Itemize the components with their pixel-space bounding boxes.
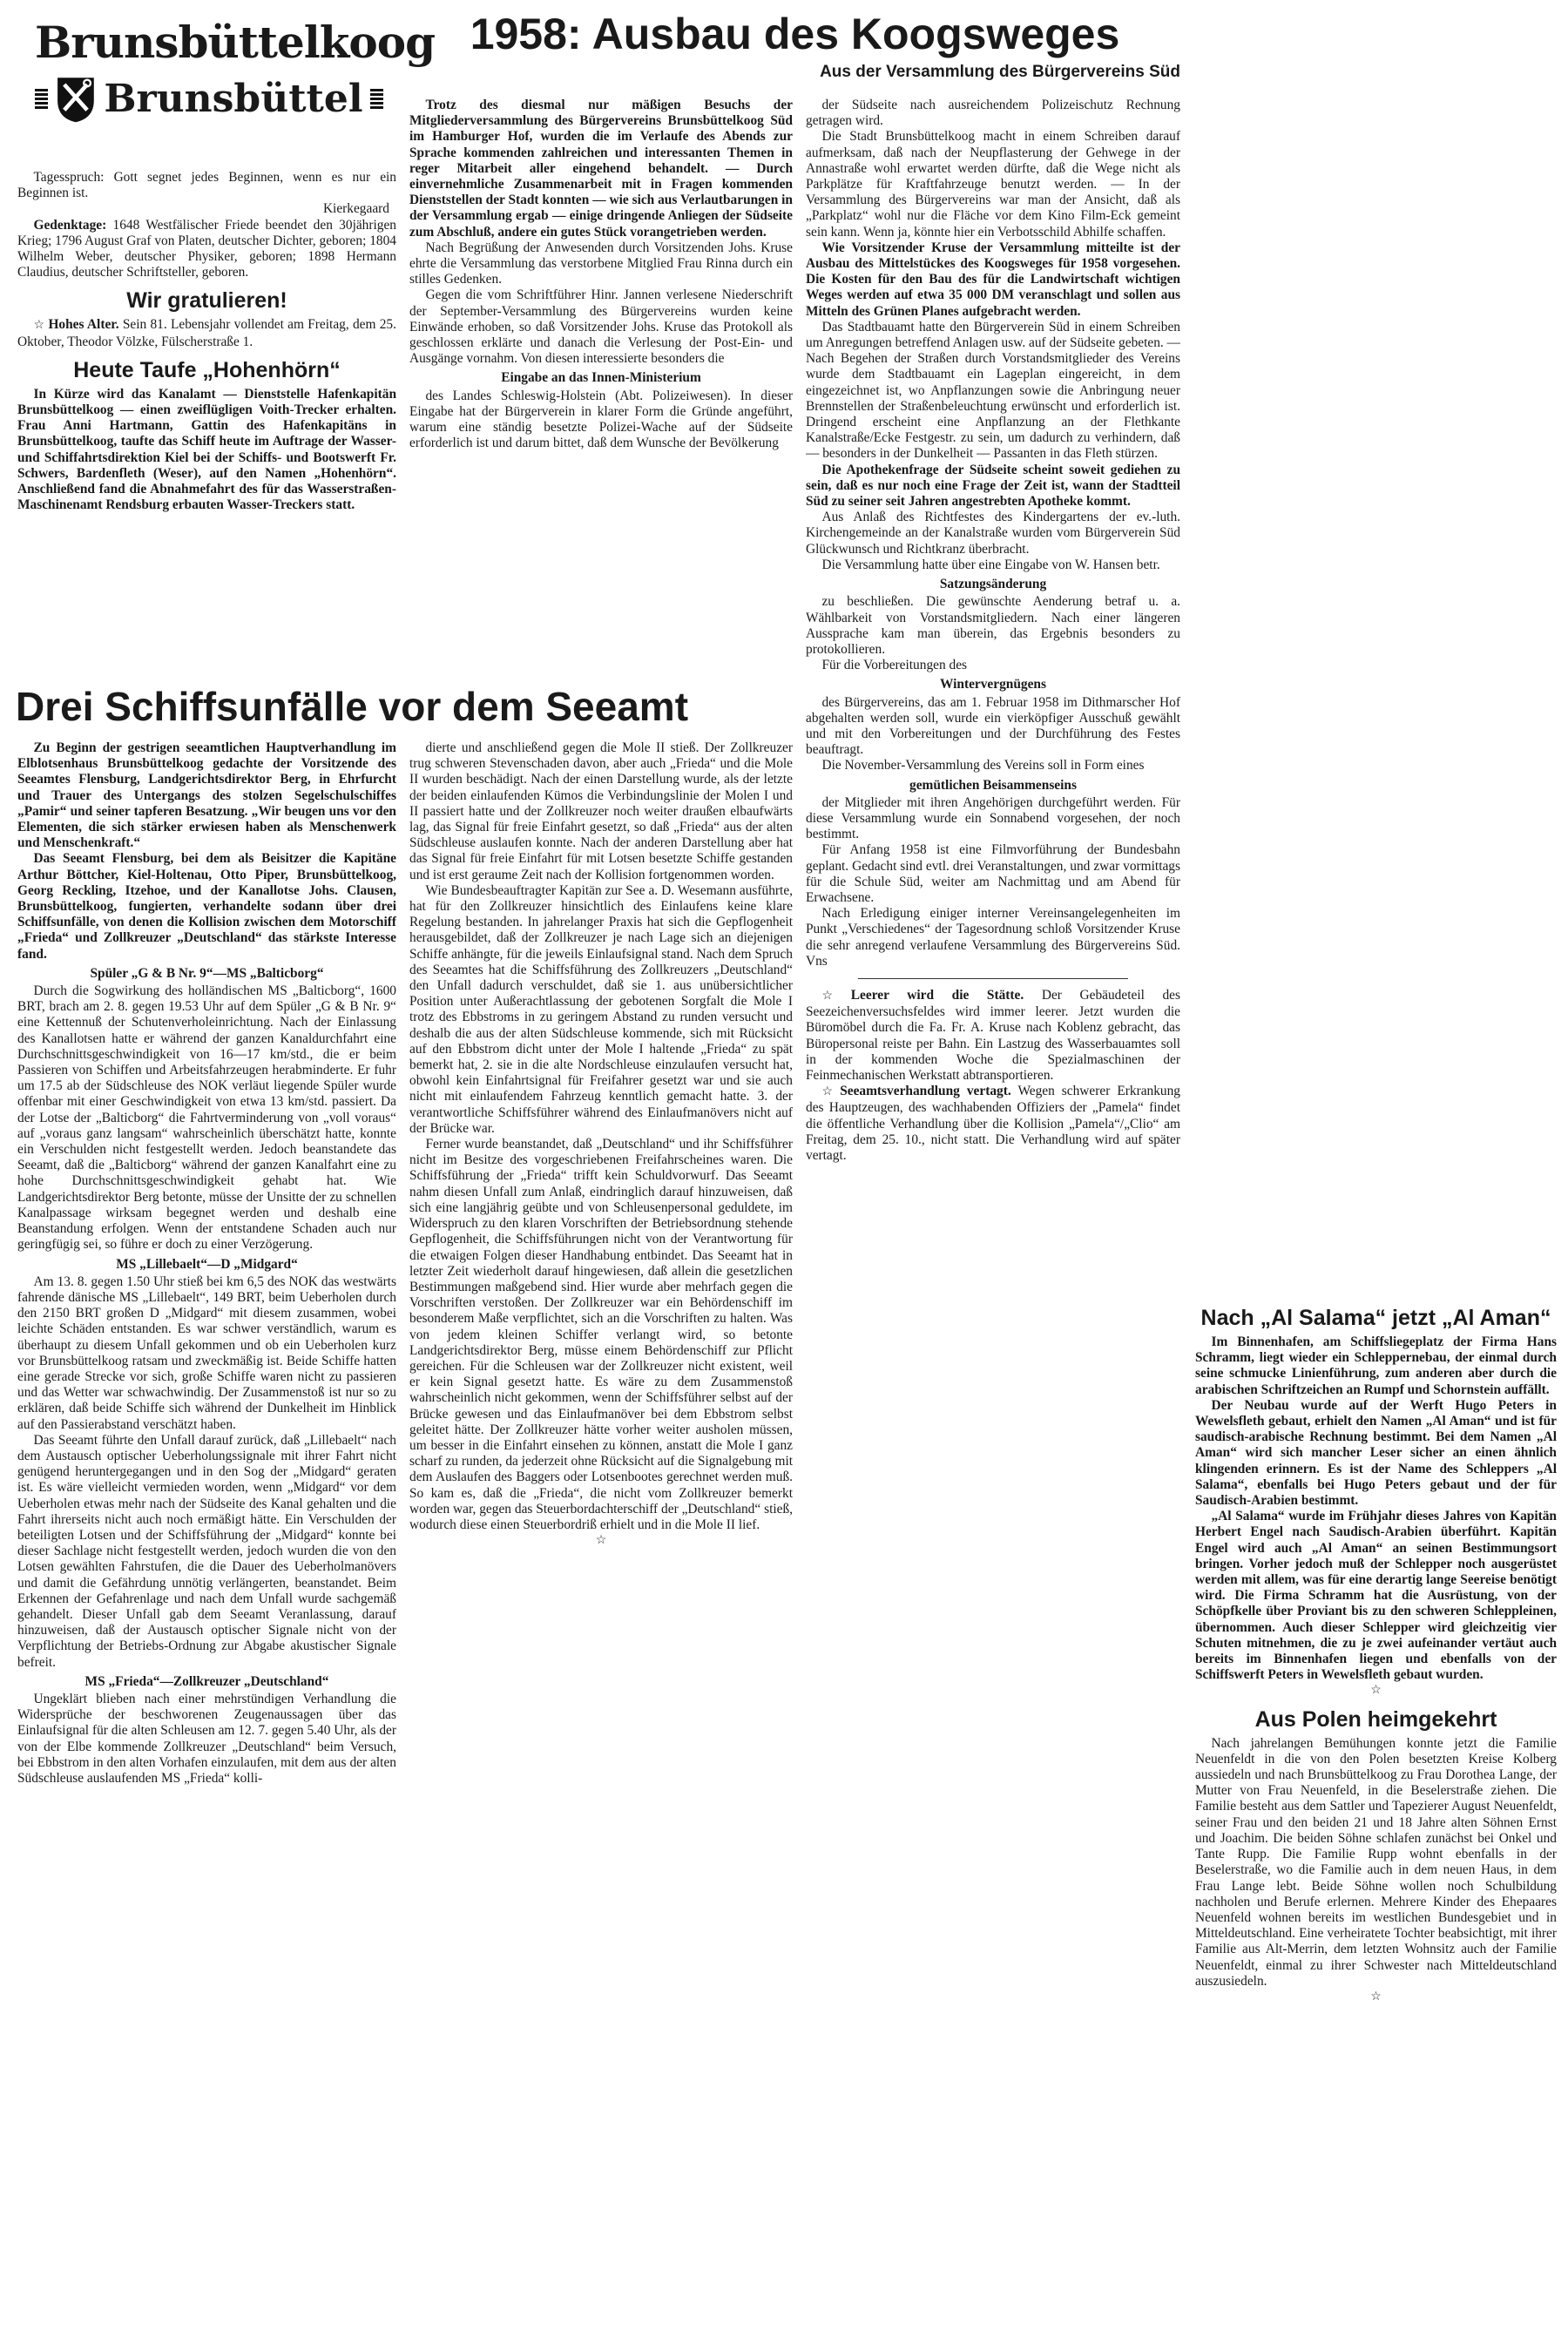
paragraph xyxy=(17,317,396,349)
paragraph: Ungeklärt blieben nach einer mehrstündigen Verhandlung die Widersprüche der beschworenen Zeugenaussagen über das Einlaufsignal für die alten Schleusen am 12. 7. gegen 5.40 Uhr, als der von der Elbe kommende Zollkreuzer „Deutschland“ beim Versuch, bei Ebbstrom in den alten Vorhafen einzulaufen, mit dem aus der alten Südschleuse auslaufenden MS „Frieda“ kolli- xyxy=(17,1691,396,1786)
column-1-top xyxy=(17,170,396,679)
section-subheading: MS „Lillebaelt“—D „Midgard“ xyxy=(116,1256,298,1272)
paragraph: In Kürze wird das Kanalamt — Dienststelle Hafenkapitän Brunsbüttelkoog — einen zweiflügligen Voith-Trecker erhalten. Frau Anni Hartmann, Gattin des Hafenkapitäns in Brunsbüttelkoog, taufte das Schiff heute im Auftrage der Wasser- und Schiffahrtsdirektion Kiel bei der Schiffs- und Bootswerft Fr. Schwers, Bardenfleth (Weser), auf den Namen „Hohenhörn“. Anschließend fand die Abnahmefahrt des für das Wasserstraßen-Maschinenamt Rendsburg erbauten Wasser-Treckers statt. xyxy=(17,386,396,513)
star-icon: ☆ xyxy=(821,989,848,1003)
paragraph: Die November-Versammlung des Vereins soll in Form eines xyxy=(821,758,1145,774)
paragraph: Durch die Sogwirkung des holländischen MS „Balticborg“, 1600 BRT, brach am 2. 8. gegen 19.53 Uhr auf dem Spüler „G & B Nr. 9“ eine Kettennuß der Schutenverholeinrichtung. Nach der Einlassung des Kanallotsen hatte er während der ganzen Kanaldurchfahrt eine Durchschnittsgeschwindigkeit von 16—17 km/std., die er beim Passieren von Schiffen und Arbeitsfahrzeugen herabminderte. Er fuhr um 17.5 ab der Südschleuse des NOK verläut liegende Spüler wurde offenbar mit einer Geschwindigkeit von etwa 13 km/std. passiert. Da der Lotse der „Balticborg“ die Fahrtverminderung von „voll voraus“ auf „voraus ganz langsam“ wahrscheinlich überschätzt hatte, konnte ein Verschulden nicht festgestellt werden. Jedoch beanstandete das Seeamt, daß die „Balticborg“ während der ganzen Kanalfahrt eine zu hohe Durchschnittsgeschwindigkeit gehabt hat. Wie Landgerichtsdirektor Berg betonte, müsse der Unsitte der zu schnellen Kanalpassage wirksam begegnet werden und deshalb eine Beanstandung erfolgen. Wenn der entstandene Schaden auch nur geringfügig sei, so führe er doch zu einer Verzögerung. xyxy=(17,983,396,1253)
paragraph-lead: Gedenktage: xyxy=(33,217,107,233)
end-star-icon: ☆ xyxy=(595,1534,607,1548)
paragraph: Der Neubau wurde auf der Werft Hugo Peters in Wewelsfleth gebaut, erhielt den Namen „Al Aman“ und ist für saudisch-arabische Rechnung bestimmt. Bei dem Namen „Al Aman“ wird sich mancher Leser sicher an einen ähnlich klingenden erinnern. Es ist der Name des Schleppers „Al Salama“, ebenfalls bei Hugo Peters gebaut und der für Saudisch-Arabien bestimmt. xyxy=(1195,1397,1557,1509)
headline-seeamt: Drei Schiffsunfälle vor dem Seeamt xyxy=(16,684,689,729)
paragraph: Die Apothekenfrage der Südseite scheint soweit gediehen zu sein, daß es nur noch eine Frage der Zeit ist, wann der Stadtteil Süd zu seiner seit Jahren angestrebten Apotheke kommt. xyxy=(806,462,1180,510)
star-icon: ☆ xyxy=(821,1085,837,1099)
paragraph xyxy=(806,988,1180,1084)
headline-koogsweg: 1958: Ausbau des Koogsweges xyxy=(470,10,1120,58)
paragraph: Trotz des diesmal nur mäßigen Besuchs der Mitgliederversammlung des Bürgervereins Brunsbüttelkoog Süd im Hamburger Hof, wurden die im Verlaufe des Abends zur Sprache kommenden zahlreichen und interessanten Themen in reger Mitarbeit aller eingehend behandelt. — Durch einvernehmliche Zusammenarbeit mit in Fragen kommenden Dienststellen der Stadt konnten — wie sich aus Verlautbarungen in der Versammlung ergab — einige dringende Anliegen der Südseite zum Abschluß, andere ein gutes Stück vorangetrieben werden. xyxy=(409,98,793,240)
end-star-icon: ☆ xyxy=(1370,1684,1382,1698)
column-4 xyxy=(1195,1298,1557,2134)
paragraph-text: Sein 81. Lebensjahr vollendet am Freitag, dem 25. Oktober, Theodor Völzke, Fülscherstraße 1. xyxy=(17,317,396,349)
masthead-city: Brunsbüttel xyxy=(104,77,363,121)
paragraph: Zu Beginn der gestrigen seeamtlichen Hauptverhandlung im Elblotsenhaus Brunsbüttelkoog gedachte der Vorsitzende des Seeamtes Flensburg, Landgerichtsdirektor Berg, in Ehrfurcht und Trauer des Untergangs des stolzen Segelschulschiffes „Pamir“ und seiner tapferen Besatzung. „Wir beugen uns vor den Elementen, die sich stärker erwiesen haben als Menschenwerk und Menschenkraft.“ xyxy=(17,740,396,851)
column-2-top xyxy=(409,98,793,681)
paragraph: Das Seeamt Flensburg, bei dem als Beisitzer die Kapitäne Arthur Böttcher, Kiel-Holtenau, Otto Piper, Brunsbüttelkoog, Georg Reckling, Itzehoe, und der Kanallotse Johs. Clausen, Brunsbüttelkoog, fungierten, verhandelte sodann über drei Schiffsunfälle, von denen die Kollision zwischen dem Motorschiff „Frieda“ und Zollkreuzer „Deutschland“ das stärkste Interesse fand. xyxy=(17,851,396,962)
paragraph: des Landes Schleswig-Holstein (Abt. Polizeiwesen). In dieser Eingabe hat der Bürgerverein in klarer Form die Gründe angeführt, warum eine ständig besetzte Polizei-Wache auf der Südseite erforderlich ist und darum bittet, daß dem Wunsche der Bevölkerung xyxy=(409,388,793,451)
paragraph: zu beschließen. Die gewünschte Aenderung betraf u. a. Wählbarkeit von Vorstandsmitgliedern. Nach einer längeren Aussprache kam man überein, das Ergebnis besonders zu protokollieren. xyxy=(806,594,1180,657)
subtitle-koogsweg: Aus der Versammlung des Bürgervereins Süd xyxy=(820,63,1180,81)
article-headline: Aus Polen heimgekehrt xyxy=(1254,1706,1497,1732)
article-headline: Heute Taufe „Hohenhörn“ xyxy=(73,357,341,382)
masthead xyxy=(35,17,436,131)
paragraph: Gegen die vom Schriftführer Hinr. Jannen verlesene Niederschrift der September-Versammlung des Bürgervereins wurden keine Einwände erhoben, so daß Vorsitzender Johs. Kruse das Protokoll als geschlossen erklärte und danach die Verlesung der Post-Ein- und Ausgänge vornahm. Von diesen interessierte besonders die xyxy=(409,287,793,367)
divider xyxy=(858,978,1128,979)
column-3 xyxy=(806,98,1180,1683)
paragraph xyxy=(806,1084,1180,1164)
paragraph: dierte und anschließend gegen die Mole II stieß. Der Zollkreuzer trug schweren Stevenschaden davon, aber auch „Frieda“ und die Mole II wurden beschädigt. Nach der einen Darstellung wurde, als der letzte der beiden einlaufenden Kümos die Verbindungslinie der Molen I und II passiert hatte und der Zollkreuzer noch weiter draußen elbaufwärts lag, das Signal für freie Einfahrt gesetzt, so daß „Frieda“ aus der alten Südschleuse auslaufen konnte. Nach der anderen Darstellung aber hat das Signal für freie Einfahrt für mit Lotsen besetzte Schiffe gestanden und ist erst geraume Zeit nach der Kollision fortgenommen worden. xyxy=(409,740,793,882)
paragraph: Ferner wurde beanstandet, daß „Deutschland“ und ihr Schiffsführer nicht im Besitze des vorgeschriebenen Freifahrscheines waren. Die Schiffsführung der „Frieda“ trifft kein Schuldvorwurf. Das Seeamt nahm diesen Unfall zum Anlaß, eindringlich darauf hinzuweisen, daß sich eine langjährig geübte und von Schleusenpersonal geduldete, im Widerspruch zu den klaren Vorschriften der Betriebsordnung stehende Gepflogenheit, die Schiffsführungen nicht von der Verantwortung für die etwaigen Folgen dieser Handhabung entbindet. Das Seeamt hat in letzter Zeit wiederholt darauf hingewiesen, daß allein die gesetzlichen Bestimmungen maßgebend sind. Hier wurde aber mehrfach gegen die Vorschriften verstoßen. Der Zollkreuzer war ein Behördenschiff im besonderem Maße verpflichtet, sich an die Vorschriften zu halten. Was von jedem kleinen Schiffer verlangt wird, so betonte Landgerichtsdirektor Berg, müsse einem Behördenschiff zur Pflicht gereichen. Für die Schleusen war der Zollkreuzer nicht existent, weil er kein Signal gesetzt hatte. Es wäre zu dem Zusammenstoß wahrscheinlich nicht gekommen, wenn der Schiffsführer selbst auf der Brücke gewesen und das Einlaufmanöver bei dem Ebbstrom selbst geleitet hätte. Der Zollkreuzer hätte vorher weiter ausholen müssen, um besser in die Einfahrt einsehen zu können, anstatt die Mole I ganz scharf zu runden, da jederzeit ohne Rücksicht auf die Signalgebung mit dem Auslaufen des Baggers oder Lotsenbootes gerechnet werden muß. So kam es, daß die „Frieda“, die nicht vom Zollkreuzer bemerkt worden war, gegen das Steuerbordachterschiff der „Deutschland“ stieß, wodurch diese einen Steuerbordriß erhielt und in die Mole II lief. xyxy=(409,1137,793,1532)
paragraph: „Al Salama“ wurde im Frühjahr dieses Jahres von Kapitän Herbert Engel nach Saudisch-Arabien überführt. Kapitän Engel wird auch „Al Aman“ an seinen Bestimmungsort bringen. Vorher jedoch muß der Schlepper noch ausgerüstet werden mit allem, was für eine derartig lange Seereise benötigt wird. Die Firma Schramm hat die Ausrüstung, von der Schöpfkelle über Proviant bis zu den schweren Schleppleinen, übernommen. Auch dieser Schlepper wird gleichzeitig vier Schuten mitnehmen, die zu je zwei aufeinander vertäut auch bereits im Binnenhafen liegen und ebenfalls von der Schiffswerft Peters in Wewelsfleth gebaut wurden. xyxy=(1195,1509,1557,1683)
paragraph: Im Binnenhafen, am Schiffsliegeplatz der Firma Hans Schramm, liegt wieder ein Schleppernebau, der einmal durch seine schmucke Linienführung, zum anderen aber durch die arabischen Schriftzeichen an Rumpf und Schornstein auffällt. xyxy=(1195,1334,1557,1397)
article-headline: Nach „Al Salama“ jetzt „Al Aman“ xyxy=(1200,1306,1551,1330)
paragraph: Das Seeamt führte den Unfall darauf zurück, daß „Lillebaelt“ nach dem Austausch optischer Ueberholungssignale mit ihrer Fahrt nicht genügend heruntergegangen und in den Sog der „Midgard“ geraten ist. Es wäre vielleicht vermieden worden, wenn „Midgard“ vor dem Ueberholen etwas mehr nach der Südseite des Kanal gehalten und die Fahrt ihrerseits nicht auch noch ermäßigt hätte. Ein Verschulden der beteiligten Lotsen und der Schiffsführung der „Midgard“ konnte bei dieser Sachlage nicht festgestellt werden, jedoch wurden die von den Lotsen gewählten Fahrstufen, die die Dauer des Ueberholmanövers und damit die Gefährdung unnötig verlängerten, beanstandet. Beim Erkennen der Gefahrenlage und nach dem Unfall wurde sachgemäß gehandelt. Dieser Unfall gab dem Seeamt Veranlassung, darauf hinzuweisen, daß der Austausch optischer Signale nicht von der Verpflichtung der Betriebs-Ordnung zur Abgabe akustischer Signale befreit. xyxy=(17,1432,396,1670)
star-icon: ☆ xyxy=(33,319,45,333)
section-subheading: Satzungsänderung xyxy=(939,577,1047,592)
paragraph: Aus Anlaß des Richtfestes des Kindergartens der ev.-luth. Kirchengemeinde an der Kanalstraße wurden vom Bürgerverein Süd Glückwunsch und Richtkranz überbracht. xyxy=(806,510,1180,557)
paragraph: Wie Bundesbeauftragter Kapitän zur See a. D. Wesemann ausführte, hat für den Zollkreuzer hinsichtlich des Einlaufens keine klare Regelung bestanden. In jahrelanger Praxis hat sich die Gepflogenheit herausgebildet, daß der Zollkreuzer je nach Lage sich an diejenigen Schiffe anhängte, für die jeweils Einlaufsignal stand. Nach dem Spruch des Seeamtes hat die Schiffsführung des Zollkreuzers „Deutschland“ den Unfall dadurch verschuldet, daß sie 1. aus unübersichtlicher Position unter Außerachtlassung der gebotenen Sorgfalt die Mole I trotz des Ebbstroms in zu geringem Abstand zu runden versucht und deshalb die aus der alten Südschleuse kommende, sich mit Rücksicht auf den Ebbstrom dicht unter der Mole I haltende „Frieda“ zu spät bemerkt hat, 2. sie in die alte Nordschleuse einzulaufen versucht hat, obwohl kein Einfahrtsignal für Freifahrer gesetzt war und sie auch nicht mit einlaufendem Fahrzeug kenntlich gemacht hatte. 3. der verantwortliche Schiffsführer während des Einlaufmanövers nicht auf der Brücke war. xyxy=(409,882,793,1136)
paragraph: Die Stadt Brunsbüttelkoog macht in einem Schreiben darauf aufmerksam, daß nach der Neupflasterung der Gehwege in der Annastraße wohl erwartet werden dürfte, daß die Wege nicht als Parkplätze für Kraftfahrzeuge benutzt werden. — In der Versammlung des Bürgervereins war man der Ansicht, daß als „Parkplatz“ wohl nur die Fläche vor dem Kino Film-Eck gemeint sein kann. Wenn ja, könnte hier ein Verbotsschild Abhilfe schaffen. xyxy=(806,129,1180,240)
article-headline: Wir gratulieren! xyxy=(126,288,287,314)
paragraph: Nach Begrüßung der Anwesenden durch Vorsitzenden Johs. Kruse ehrte die Versammlung das verstorbene Mitglied Frau Rinna durch ein stilles Gedenken. xyxy=(409,240,793,287)
paragraph: der Mitglieder mit ihren Angehörigen durchgeführt werden. Für diese Versammlung wurde ein Sonnabend vorgesehen, der noch bestimmt. xyxy=(806,794,1180,842)
section-subheading: Spüler „G & B Nr. 9“—MS „Balticborg“ xyxy=(90,965,324,981)
masthead-title: Brunsbüttelkoog xyxy=(35,17,436,68)
ribbon-left-icon xyxy=(35,89,48,110)
paragraph: Für Anfang 1958 ist eine Filmvorführung der Bundesbahn geplant. Gedacht sind evtl. drei Veranstaltungen, und zwar vormittags für die Schule Süd, weiter am Nachmittag und am Abend für Erwachsene. xyxy=(806,842,1180,905)
masthead-subtitle-row xyxy=(35,68,383,131)
section-subheading: MS „Frieda“—Zollkreuzer „Deutschland“ xyxy=(84,1673,329,1689)
paragraph: Am 13. 8. gegen 1.50 Uhr stieß bei km 6,5 des NOK das westwärts fahrende dänische MS „Lillebaelt“, 149 BRT, beim Ueberholen durch den 2150 BRT großen D „Midgard“ mit diesem zusammen, wobei leichte Schäden entstanden. Es war schwer verständlich, warum es überhaupt zu diesem Unfall gekommen und ob ein Ueberholen kurz vor Brunsbüttelkoog ratsam und zweckmäßig ist. Beide Schiffe hatten eine gerade Strecke vor sich, große Schiffe waren nicht zu passieren und das Wetter war schwachwindig. Der Zusammenstoß ist nur so zu erklären, daß beide Schiffe sich während der Dunkelheit im Hinblick auf den Passierabstand verschätzt haben. xyxy=(17,1273,396,1432)
paragraph-lead: Hohes Alter. xyxy=(48,317,119,333)
paragraph-text: Der Gebäudeteil des Seezeichenversuchsfeldes wird immer leerer. Jetzt wurden die Büromöbel durch die Fa. Fr. A. Kruse nach Koblenz gebracht, das Büropersonal reiste per Bahn. Ein Lastzug des Wasserbauamtes soll in der kommenden Woche die Spezialmaschinen der Feinmechanischen Werkstatt abtransportieren. xyxy=(806,987,1180,1083)
paragraph-lead: Seeamtsverhandlung vertagt. xyxy=(840,1084,1011,1099)
column-1-bottom xyxy=(17,740,396,2351)
paragraph: des Bürgervereins, das am 1. Februar 1958 im Dithmarscher Hof abgehalten werden soll, wurde ein vierköpfiger Ausschuß gewählt und mit den Vorbereitungen und der Durchführung des Festes beauftragt. xyxy=(806,694,1180,758)
paragraph: Tagesspruch: Gott segnet jedes Beginnen, wenn es nur ein Beginnen ist. xyxy=(17,170,396,201)
paragraph: Das Stadtbauamt hatte den Bürgerverein Süd in einem Schreiben um Anregungen betreffend Anlagen usw. auf der Südseite gebeten. — Nach Begehen der Straßen durch Vorstandsmitglieder des Vereins wurde dem Stadtbauamt ein Lageplan eingereicht, in dem eingezeichnet ist, wo Anpflanzungen sowie die Anbringung neuer Brennstellen der Straßenbeleuchtung erwünscht und erforderlich ist. Dringend erscheint eine Anpflanzung an der Flethkante Kanalstraße/Ecke Festgestr. zu sein, um dadurch zu verhindern, daß — besonders in der Dunkelheit — Passanten in das Fleth stürzen. xyxy=(806,319,1180,462)
paragraph xyxy=(17,218,396,281)
ribbon-right-icon xyxy=(370,89,383,110)
paragraph-text: 1648 Westfälischer Friede beendet den 30jährigen Krieg; 1796 August Graf von Platen, deutscher Dichter, geboren; 1804 Wilhelm Weber, deutscher Physiker, geboren; 1898 Hermann Claudius, deutscher Schriftsteller, geboren. xyxy=(17,217,396,280)
paragraph: Für die Vorbereitungen des xyxy=(821,658,968,673)
section-subheading: Wintervergnügens xyxy=(940,677,1046,692)
end-star-icon: ☆ xyxy=(1370,1990,1382,2003)
anchor-and-spade-shield-icon xyxy=(55,68,97,131)
paragraph-text: Wegen schwerer Erkrankung des Hauptzeugen, des wachhabenden Offiziers der „Pamela“ findet die öffentliche Verhandlung über die Kollision „Pamela“/„Clio“ am Freitag, dem 25. 10., nicht statt. Die Verhandlung wird auf später vertagt. xyxy=(806,1084,1180,1163)
paragraph: Nach Erledigung einiger interner Vereinsangelegenheiten im Punkt „Verschiedenes“ der Tagesordnung schloß Vorsitzender Kruse die sehr anregend verlaufene Versammlung des Bürgervereins Süd. Vns xyxy=(806,906,1180,969)
paragraph: der Südseite nach ausreichendem Polizeischutz Rechnung getragen wird. xyxy=(806,98,1180,129)
paragraph: Die Versammlung hatte über eine Eingabe von W. Hansen betr. xyxy=(821,557,1160,572)
quote-attribution: Kierkegaard xyxy=(322,201,389,217)
paragraph: Nach jahrelangen Bemühungen konnte jetzt die Familie Neuenfeldt in die von den Polen besetzten Kreise Kolberg aussiedeln und nach Brunsbüttelkoog zu Frau Dorothea Lange, der Mutter von Frau Neuenfeld, in die Beselerstraße ziehen. Die Familie besteht aus dem Sattler und Tapezierer August Neuenfeldt, seiner Frau und den beiden 21 und 18 Jahre alten Söhnen Ernst und Joachim. Die beiden Söhne schlafen zunächst bei Onkel und Tante Rupp. Die Familie Rupp wohnt ebenfalls in der Beselerstraße, wo die Familie auch in dem neuen Haus, in dem Frau Lange lebt. Beide Söhne wollen noch Schulbildung nachholen und Berufe erlernen. Mehrere Kinder des Ehepaares Neuenfeld wohnen bereits im westlichen Bundesgebiet und in Mitteldeutschland. Eine verheiratete Tochter beabsichtigt, mit ihrer Familie aus Alt-Merrin, dem letzten Wohnsitz auch der Familie Neuenfeldt, einmal zu ihrer Schwester nach Mitteldeutschland auszusiedeln. xyxy=(1195,1735,1557,1989)
paragraph-lead: Leerer wird die Stätte. xyxy=(850,987,1024,1003)
paragraph: Wie Vorsitzender Kruse der Versammlung mitteilte ist der Ausbau des Mittelstückes des Koogsweges für 1958 vorgesehen. Die Kosten für den Bau des für die Landwirtschaft wichtigen Weges werden auf etwa 35 000 DM veranschlagt und sollen aus Mitteln des Grünen Planes aufgebracht werden. xyxy=(806,240,1180,319)
section-subheading: Eingabe an das Innen-Ministerium xyxy=(501,370,701,386)
section-subheading: gemütlichen Beisammenseins xyxy=(909,777,1077,793)
column-2-bottom xyxy=(409,740,793,1977)
